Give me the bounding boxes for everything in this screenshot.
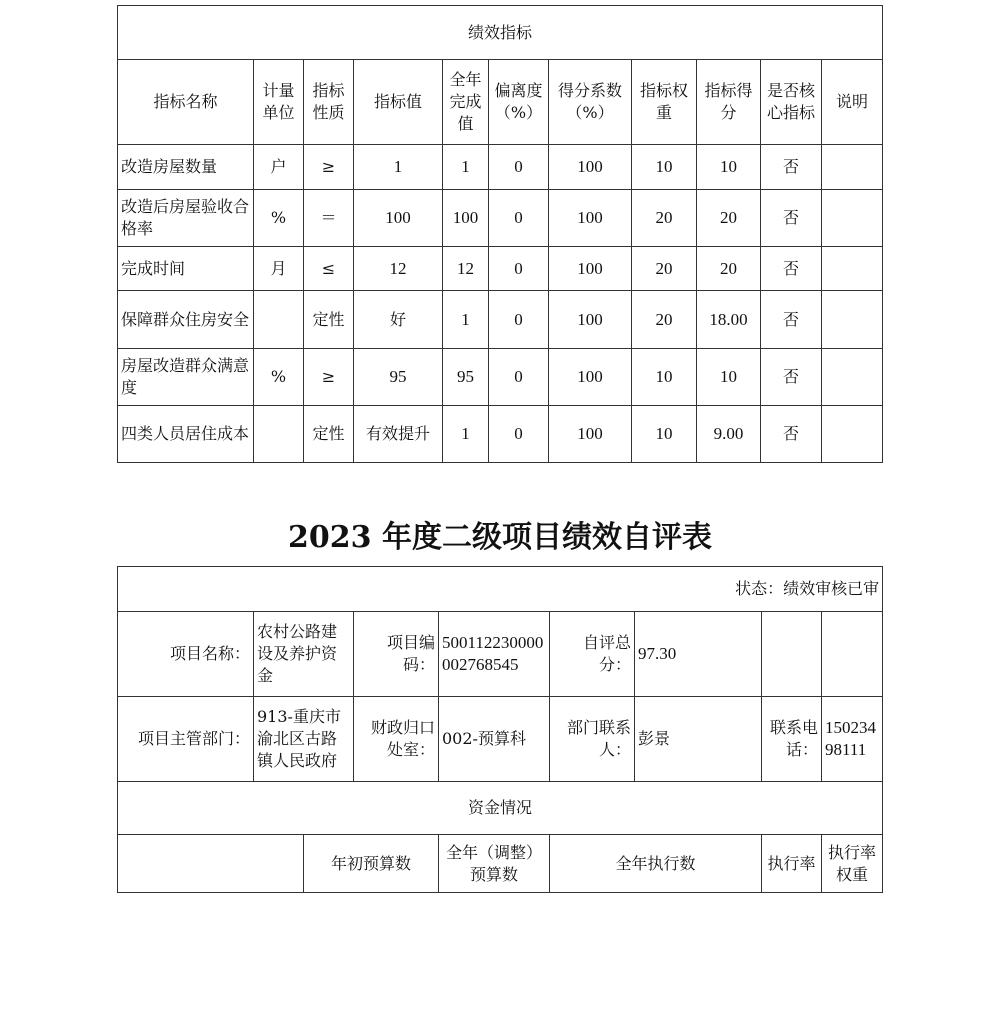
coefficient-cell: 100	[549, 247, 632, 291]
score-cell: 20	[697, 247, 761, 291]
nature-cell: 定性	[304, 406, 354, 463]
unit-cell: 户	[254, 145, 304, 190]
department-label: 项目主管部门：	[118, 697, 254, 782]
phone-value: 15023498111	[822, 697, 883, 782]
unit-cell	[254, 406, 304, 463]
core-indicator-cell: 否	[761, 247, 822, 291]
performance-indicator-table	[117, 5, 883, 463]
unit-cell: 月	[254, 247, 304, 291]
col-header-actual-execution: 全年执行数	[550, 835, 762, 893]
core-indicator-cell: 否	[761, 349, 822, 406]
col-header-adjusted-budget: 全年（调整）预算数	[439, 835, 550, 893]
empty-cell	[822, 612, 883, 697]
deviation-cell: 0	[489, 349, 549, 406]
target-value-cell: 95	[354, 349, 443, 406]
deviation-cell: 0	[489, 406, 549, 463]
contact-value: 彭景	[635, 697, 762, 782]
deviation-cell: 0	[489, 291, 549, 349]
project-name-value: 农村公路建设及养护资金	[254, 612, 354, 697]
deviation-cell: 0	[489, 145, 549, 190]
remarks-cell	[822, 145, 883, 190]
funds-header-row	[118, 835, 883, 893]
score-cell: 9.00	[697, 406, 761, 463]
finance-office-value: 002-预算科	[439, 697, 550, 782]
table-row	[118, 406, 883, 463]
project-code-label: 项目编码：	[354, 612, 439, 697]
weight-cell: 20	[632, 291, 697, 349]
nature-cell: ＝	[304, 190, 354, 247]
form-title: 2023 年度二级项目绩效自评表	[288, 520, 712, 555]
nature-cell: 定性	[304, 291, 354, 349]
remarks-cell	[822, 247, 883, 291]
empty-cell	[762, 612, 822, 697]
phone-label: 联系电话：	[762, 697, 822, 782]
actual-value-cell: 1	[443, 291, 489, 349]
indicator-header-row	[118, 60, 883, 145]
deviation-cell: 0	[489, 247, 549, 291]
col-header-rate-weight: 执行率权重	[822, 835, 883, 893]
actual-value-cell: 1	[443, 406, 489, 463]
table-row	[118, 247, 883, 291]
target-value-cell: 有效提升	[354, 406, 443, 463]
col-header-remarks: 说明	[822, 60, 883, 145]
section-title-funds: 资金情况	[118, 782, 883, 835]
self-evaluation-table	[117, 566, 883, 893]
col-header-unit: 计量单位	[254, 60, 304, 145]
actual-value-cell: 95	[443, 349, 489, 406]
indicator-name: 四类人员居住成本	[118, 406, 254, 463]
department-value: 913-重庆市渝北区古路镇人民政府	[254, 697, 354, 782]
department-info-row	[118, 697, 883, 782]
audit-status: 状态：绩效审核已审	[118, 567, 883, 612]
col-header-indicator-name: 指标名称	[118, 60, 254, 145]
col-header-target-value: 指标值	[354, 60, 443, 145]
coefficient-cell: 100	[549, 349, 632, 406]
nature-cell: ≥	[304, 349, 354, 406]
core-indicator-cell: 否	[761, 291, 822, 349]
indicator-name: 改造后房屋验收合格率	[118, 190, 254, 247]
table-row	[118, 190, 883, 247]
col-header-initial-budget: 年初预算数	[304, 835, 439, 893]
col-header-nature: 指标性质	[304, 60, 354, 145]
self-score-label: 自评总分：	[550, 612, 635, 697]
col-header-score-coefficient: 得分系数（%）	[549, 60, 632, 145]
remarks-cell	[822, 291, 883, 349]
project-info-row	[118, 612, 883, 697]
nature-cell: ≤	[304, 247, 354, 291]
remarks-cell	[822, 406, 883, 463]
project-name-label: 项目名称：	[118, 612, 254, 697]
col-header-deviation: 偏离度（%）	[489, 60, 549, 145]
finance-office-label: 财政归口处室：	[354, 697, 439, 782]
actual-value-cell: 1	[443, 145, 489, 190]
weight-cell: 20	[632, 190, 697, 247]
score-cell: 10	[697, 145, 761, 190]
actual-value-cell: 12	[443, 247, 489, 291]
coefficient-cell: 100	[549, 190, 632, 247]
unit-cell: %	[254, 190, 304, 247]
indicator-name: 房屋改造群众满意度	[118, 349, 254, 406]
table-row	[118, 349, 883, 406]
target-value-cell: 好	[354, 291, 443, 349]
indicator-name: 完成时间	[118, 247, 254, 291]
remarks-cell	[822, 349, 883, 406]
table-row	[118, 291, 883, 349]
section-title-indicators: 绩效指标	[118, 6, 883, 60]
col-header-score: 指标得分	[697, 60, 761, 145]
target-value-cell: 100	[354, 190, 443, 247]
core-indicator-cell: 否	[761, 406, 822, 463]
contact-label: 部门联系人：	[550, 697, 635, 782]
col-header-core-indicator: 是否核心指标	[761, 60, 822, 145]
coefficient-cell: 100	[549, 291, 632, 349]
unit-cell: %	[254, 349, 304, 406]
core-indicator-cell: 否	[761, 190, 822, 247]
target-value-cell: 12	[354, 247, 443, 291]
score-cell: 10	[697, 349, 761, 406]
target-value-cell: 1	[354, 145, 443, 190]
nature-cell: ≥	[304, 145, 354, 190]
score-cell: 18.00	[697, 291, 761, 349]
indicator-name: 保障群众住房安全	[118, 291, 254, 349]
actual-value-cell: 100	[443, 190, 489, 247]
col-header-actual-value: 全年完成值	[443, 60, 489, 145]
weight-cell: 10	[632, 406, 697, 463]
funds-header-blank	[118, 835, 304, 893]
core-indicator-cell: 否	[761, 145, 822, 190]
weight-cell: 10	[632, 349, 697, 406]
weight-cell: 10	[632, 145, 697, 190]
coefficient-cell: 100	[549, 145, 632, 190]
indicator-name: 改造房屋数量	[118, 145, 254, 190]
unit-cell	[254, 291, 304, 349]
project-code-value: 500112230000002768545	[439, 612, 550, 697]
remarks-cell	[822, 190, 883, 247]
coefficient-cell: 100	[549, 406, 632, 463]
weight-cell: 20	[632, 247, 697, 291]
table-row	[118, 145, 883, 190]
col-header-execution-rate: 执行率	[762, 835, 822, 893]
self-score-value: 97.30	[635, 612, 762, 697]
col-header-weight: 指标权重	[632, 60, 697, 145]
deviation-cell: 0	[489, 190, 549, 247]
score-cell: 20	[697, 190, 761, 247]
